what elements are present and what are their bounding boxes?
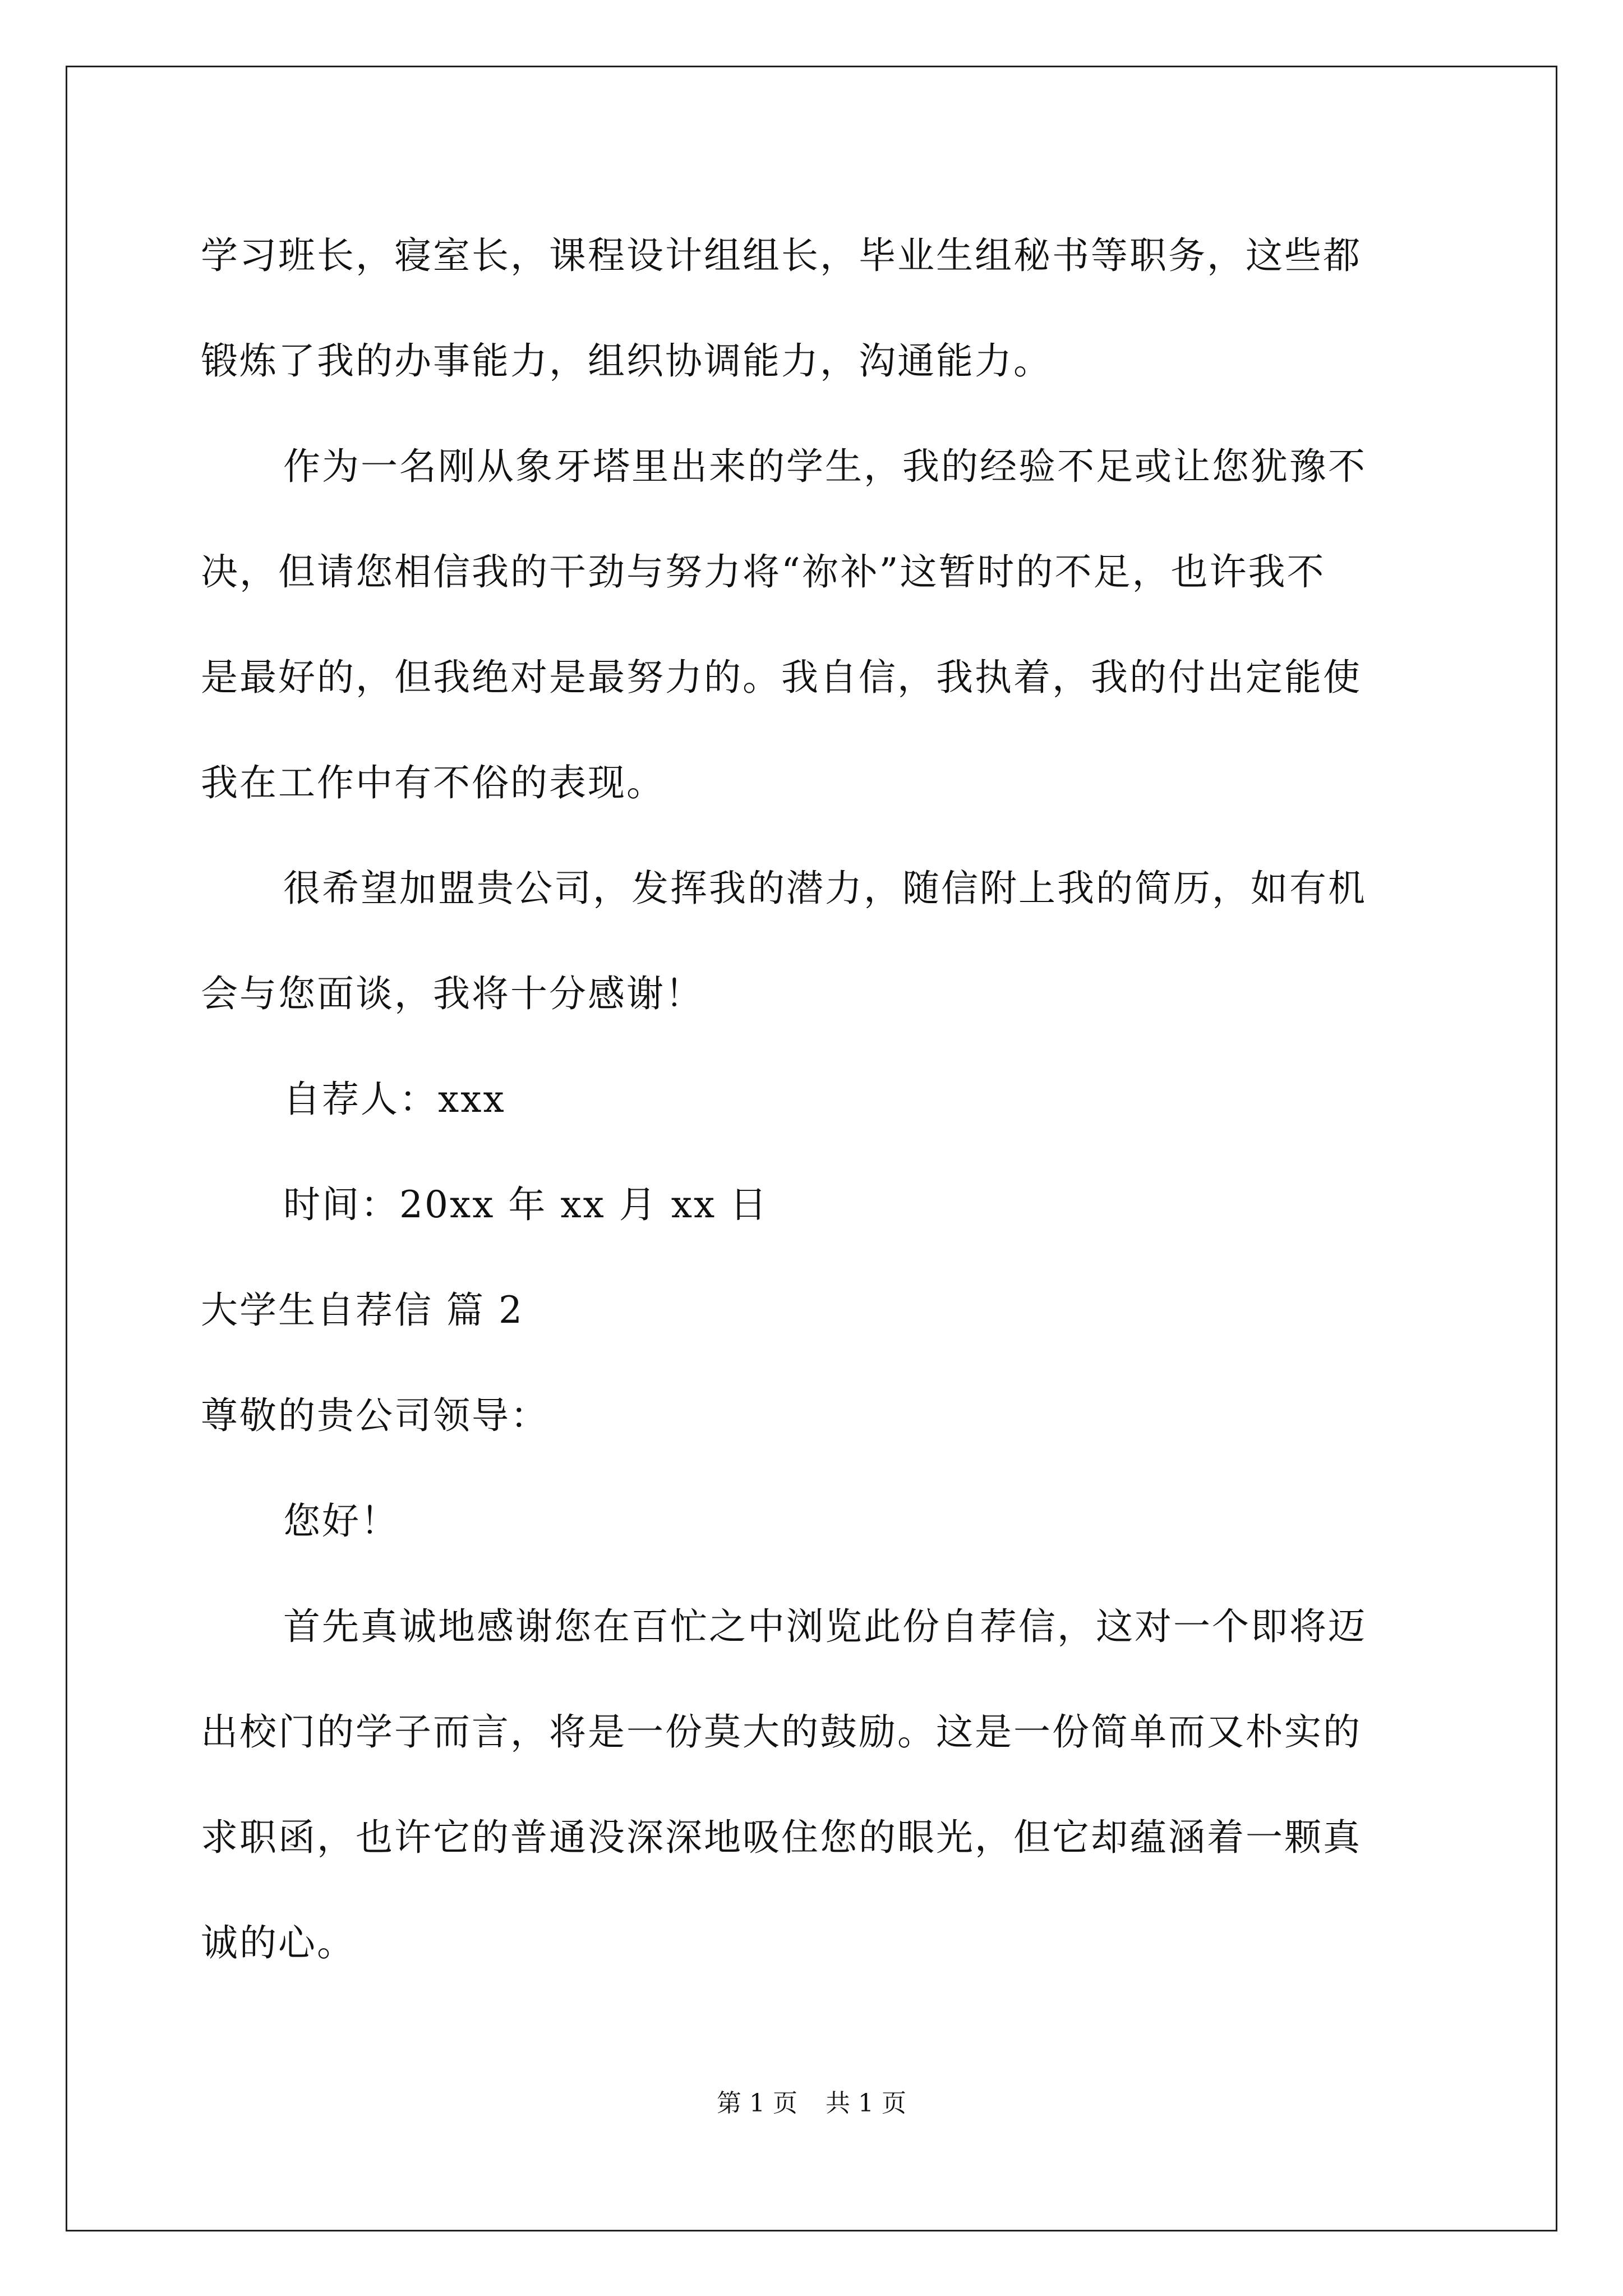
signature-date: 时间：20xx 年 xx 月 xx 日 [283,1183,769,1226]
text-line: 是最好的，但我绝对是最努力的。我自信，我执着，我的付出定能使 [201,656,1362,699]
page-footer [0,2087,1623,2120]
page-total: 共 1 页 [826,2089,906,2118]
text-line: 锻炼了我的办事能力，组织协调能力，沟通能力。 [201,339,1052,383]
paragraph-start: 作为一名刚从象牙塔里出来的学生，我的经验不足或让您犹豫不 [283,445,1367,488]
section-heading: 大学生自荐信 篇 2 [201,1289,524,1332]
signature-name: 自荐人：xxx [283,1078,506,1121]
text-line: 我在工作中有不俗的表现。 [201,761,665,804]
text-line: 出校门的学子而言，将是一份莫大的鼓励。这是一份简单而又朴实的 [201,1710,1362,1754]
text-line: 会与您面谈，我将十分感谢！ [201,972,704,1015]
paragraph-start: 首先真诚地感谢您在百忙之中浏览此份自荐信，这对一个即将迈 [283,1605,1367,1648]
greeting: 您好！ [283,1499,399,1543]
page-number: 第 1 页 [717,2089,797,2118]
paragraph-start: 很希望加盟贵公司，发挥我的潜力，随信附上我的简历，如有机 [283,867,1367,910]
text-line: 学习班长，寝室长，课程设计组组长，毕业生组秘书等职务，这些都 [201,234,1362,277]
salutation: 尊敬的贵公司领导： [201,1394,549,1437]
text-line: 诚的心。 [201,1921,356,1964]
document-body [201,203,1429,1996]
text-line: 决，但请您相信我的干劲与努力将“祢补”这暂时的不足，也许我不 [201,550,1326,593]
text-line: 求职函，也许它的普通没深深地吸住您的眼光，但它却蕴涵着一颗真 [201,1816,1362,1859]
